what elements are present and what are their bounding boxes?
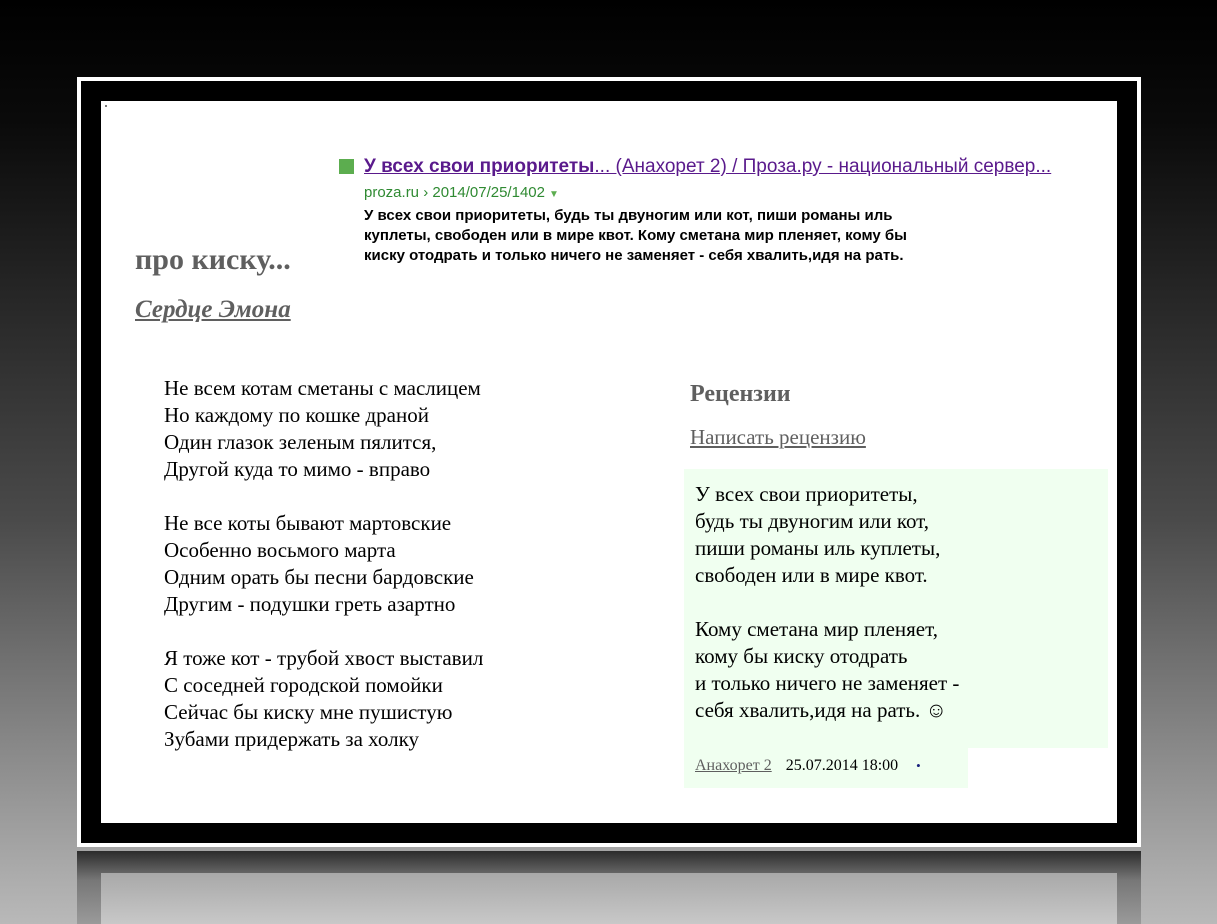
frame-reflection xyxy=(77,851,1141,924)
url-text: proza.ru › 2014/07/25/1402 xyxy=(364,184,545,201)
poem-line: Зубами придержать за холку xyxy=(164,727,419,751)
poem-stanza xyxy=(164,645,483,753)
description-line: У всех свои приоритеты, будь ты двуногим или кот, пиши романы иль xyxy=(364,207,893,224)
review-line: и только ничего не заменяет - xyxy=(695,671,960,695)
title-rest-part: ... (Анахорет 2) / Проза.ру - национальный сервер... xyxy=(594,156,1052,177)
review-stanza xyxy=(695,481,959,589)
review-line: будь ты двуногим или кот, xyxy=(695,509,930,533)
search-result-title-link[interactable] xyxy=(364,156,1051,178)
page-title: про киску... xyxy=(135,243,291,276)
search-result-description xyxy=(364,206,984,266)
review-line: Кому сметана мир пленяет, xyxy=(695,617,938,641)
poem-line: Другим - подушки греть азартно xyxy=(164,592,456,616)
poem-stanza xyxy=(164,510,483,618)
review-date: 25.07.2014 18:00 xyxy=(785,757,899,774)
photo-frame xyxy=(77,77,1141,847)
poem-line: Сейчас бы киску мне пушистую xyxy=(164,700,453,724)
page-screenshot xyxy=(101,101,1117,823)
reviews-heading: Рецензии xyxy=(690,381,791,407)
review-line: свободен или в мире квот. xyxy=(695,563,928,587)
poem-line: Один глазок зеленым пялится, xyxy=(164,430,437,454)
poem-line: Но каждому по кошке драной xyxy=(164,403,429,427)
reflection-inner xyxy=(101,873,1117,924)
review-line: себя хвалить,идя на рать. ☺ xyxy=(695,698,947,722)
author-link[interactable]: Сердце Эмона xyxy=(135,296,291,323)
description-line: киску отодрать и только ничего не заменяет - себя хвалить,идя на рать. xyxy=(364,247,904,264)
review-text xyxy=(695,481,959,751)
poem-line: Другой куда то мимо - вправо xyxy=(164,457,431,481)
title-bold-part: У всех свои приоритеты xyxy=(364,156,595,177)
poem-line: Не всем котам сметаны с маслицем xyxy=(164,376,481,400)
review-author-link[interactable]: Анахорет 2 xyxy=(695,757,772,774)
bullet-icon: • xyxy=(916,758,921,773)
write-review-link[interactable]: Написать рецензию xyxy=(690,425,866,449)
review-meta xyxy=(695,757,921,775)
poem-line: Не все коты бывают мартовские xyxy=(164,511,452,535)
poem-line: Особенно восьмого марта xyxy=(164,538,396,562)
review-line: пиши романы иль куплеты, xyxy=(695,536,941,560)
favicon-icon xyxy=(339,159,354,174)
poem-line: Одним орать бы песни бардовские xyxy=(164,565,474,589)
poem-line: С соседней городской помойки xyxy=(164,673,443,697)
description-line: куплеты, свободен или в мире квот. Кому сметана мир пленяет, кому бы xyxy=(364,227,907,244)
review-line: кому бы киску отодрать xyxy=(695,644,908,668)
poem-stanza xyxy=(164,375,483,483)
review-stanza xyxy=(695,616,959,724)
search-result-url xyxy=(364,184,559,201)
poem-text xyxy=(164,375,483,780)
corner-dot xyxy=(105,105,107,107)
poem-line: Я тоже кот - трубой хвост выставил xyxy=(164,646,484,670)
frame-border xyxy=(81,81,1137,843)
dropdown-arrow-icon[interactable]: ▼ xyxy=(548,189,559,200)
review-line: У всех свои приоритеты, xyxy=(695,482,918,506)
